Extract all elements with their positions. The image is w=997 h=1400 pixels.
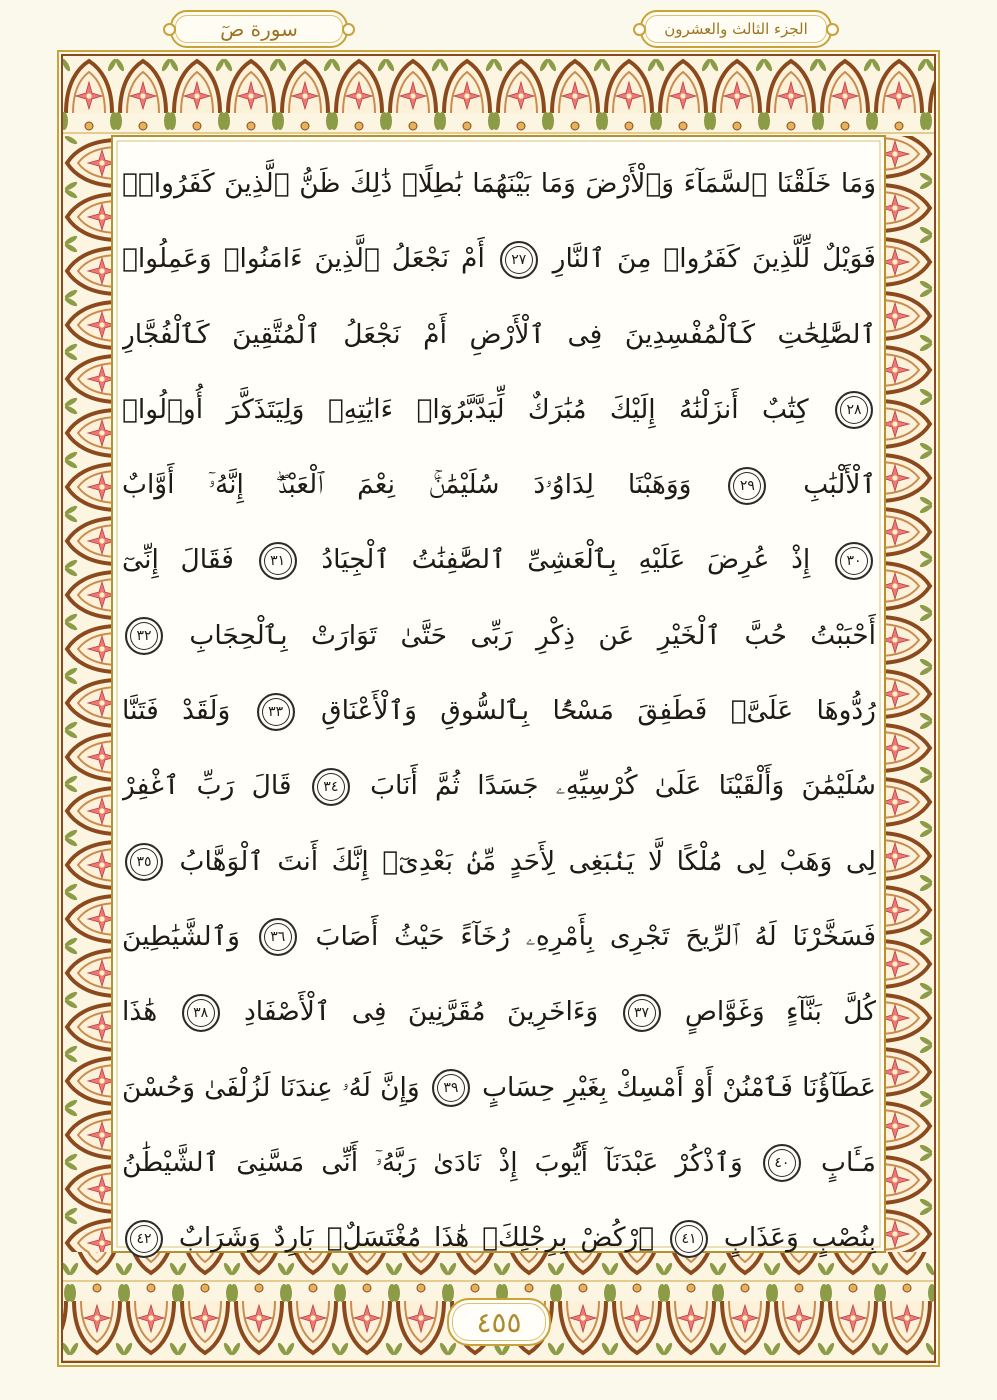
verse-text: قَالَ رَبِّ ٱغْفِرْ: [122, 770, 292, 802]
verse-number: ٣٣: [268, 703, 284, 720]
text-line: [122, 748, 876, 823]
verse-number-marker: [432, 1069, 470, 1107]
text-line: [122, 447, 876, 522]
verse-number-marker: [670, 1220, 708, 1258]
text-line: [122, 1050, 876, 1125]
verse-number-marker: [125, 843, 163, 881]
verse-number: ٢٩: [739, 477, 755, 494]
verse-number: ٢٧: [511, 251, 527, 268]
verse-number: ٣٢: [136, 628, 152, 645]
verse-number-marker: [763, 1144, 801, 1182]
text-line: [122, 673, 876, 748]
text-line: [122, 522, 876, 597]
frame-band-left: [62, 136, 112, 1252]
verse-text: مَـَٔابٍ: [821, 1146, 876, 1178]
verse-text: وَلَقَدْ فَتَنَّا: [122, 695, 231, 727]
verse-number: ٣٨: [193, 1004, 209, 1021]
verse-number: ٤٢: [136, 1230, 152, 1247]
verse-number-marker: [259, 918, 297, 956]
verse-number-marker: [125, 617, 163, 655]
verse-number: ٣٧: [634, 1004, 650, 1021]
surah-name-label: [170, 10, 348, 48]
verse-text: وَٱذْكُرْ عَبْدَنَآ أَيُّوبَ إِذْ نَادَىٰ رَبَّهُۥٓ أَنِّى مَسَّنِىَ ٱلشَّيْطَٰنُ: [122, 1146, 743, 1178]
verse-text: وَإِنَّ لَهُۥ عِندَنَا لَزُلْفَىٰ وَحُسْنَ: [122, 1071, 420, 1103]
verse-number: ٣٥: [136, 854, 152, 871]
surah-name-text: سورة صٓ: [220, 17, 298, 41]
text-line: [122, 899, 876, 974]
verse-text: أَمْ نَجْعَلُ ٱلَّذِينَ ءَامَنُوا۟ وَعَمِلُوا۟: [122, 243, 485, 275]
verse-text: كُلَّ بَنَّآءٍ وَغَوَّاصٍ: [684, 996, 876, 1028]
verse-text: سُلَيْمَٰنَ وَأَلْقَيْنَا عَلَىٰ كُرْسِيِّهِۦ جَسَدًا ثُمَّ أَنَابَ: [370, 770, 876, 802]
verse-number: ٣٩: [443, 1080, 459, 1097]
verse-number-marker: [623, 994, 661, 1032]
verse-number-marker: [835, 542, 873, 580]
juz-label: [640, 10, 832, 48]
verse-text: هَٰذَا: [122, 996, 158, 1028]
text-line: [122, 1200, 876, 1275]
verse-number: ٤١: [681, 1230, 697, 1247]
verse-text: كِتَٰبٌ أَنزَلْنَٰهُ إِلَيْكَ مُبَٰرَكٌ لِّيَدَّبَّرُوٓا۟ ءَايَٰتِهِۦ وَلِيَتَذَكَّرَ أُو۟لُوا۟: [122, 393, 809, 425]
verse-number: ٣٤: [323, 778, 339, 795]
verse-number-marker: [125, 1220, 163, 1258]
verse-text: فَقَالَ إِنِّىٓ: [122, 544, 234, 576]
verse-text: ٱلصَّٰلِحَٰتِ كَٱلْمُفْسِدِينَ فِى ٱلْأَرْضِ أَمْ نَجْعَلُ ٱلْمُتَّقِينَ كَٱلْفُجَّارِ: [122, 318, 876, 350]
text-line: [122, 598, 876, 673]
verse-text: وَوَهَبْنَا لِدَاوُۥدَ سُلَيْمَٰنَۚ نِعْمَ ٱلْعَبْدُۖ إِنَّهُۥٓ أَوَّابٌ: [122, 469, 692, 501]
mushaf-text-block: [122, 146, 876, 1275]
verse-number: ٣٠: [846, 552, 862, 569]
verse-text: إِذْ عُرِضَ عَلَيْهِ بِٱلْعَشِىِّ ٱلصَّٰفِنَٰتُ ٱلْجِيَادُ: [321, 544, 811, 576]
verse-number-marker: [182, 994, 220, 1032]
verse-text: بِنُصْبٍ وَعَذَابٍ: [723, 1222, 876, 1254]
verse-number: ٤٠: [774, 1155, 790, 1172]
verse-text: وَمَا خَلَقْنَا ٱلسَّمَآءَ وَٱلْأَرْضَ وَمَا بَيْنَهُمَا بَٰطِلًاۚ ذَٰلِكَ ظَنُّ ٱلَّذِينَ كَفَرُوا۟ۚ: [122, 168, 876, 199]
juz-label-text: الجزء الثالث والعشرون: [664, 20, 808, 38]
text-line: [122, 146, 876, 221]
text-line: [122, 297, 876, 372]
text-line: [122, 824, 876, 899]
text-line: [122, 221, 876, 296]
verse-number-marker: [257, 693, 295, 731]
verse-text: فَوَيْلٌ لِّلَّذِينَ كَفَرُوا۟ مِنَ ٱلنَّارِ: [552, 243, 876, 275]
verse-text: فَسَخَّرْنَا لَهُ ٱلرِّيحَ تَجْرِى بِأَمْرِهِۦ رُخَآءً حَيْثُ أَصَابَ: [315, 920, 876, 952]
verse-text: ٱرْكُضْ بِرِجْلِكَۖ هَٰذَا مُغْتَسَلٌۢ بَارِدٌ وَشَرَابٌ: [178, 1222, 655, 1254]
frame-band-top: [62, 55, 935, 136]
text-line: [122, 974, 876, 1049]
verse-number-marker: [728, 467, 766, 505]
page-number: [447, 1298, 551, 1346]
verse-text: أَحْبَبْتُ حُبَّ ٱلْخَيْرِ عَن ذِكْرِ رَبِّى حَتَّىٰ تَوَارَتْ بِٱلْحِجَابِ: [189, 619, 876, 651]
verse-text: ٱلْأَلْبَٰبِ: [803, 469, 876, 501]
verse-text: لِى وَهَبْ لِى مُلْكًا لَّا يَنۢبَغِى لِأَحَدٍ مِّنۢ بَعْدِىٓۖ إِنَّكَ أَنتَ ٱلْوَهَّابُ: [179, 845, 876, 877]
verse-number-marker: [259, 542, 297, 580]
verse-text: وَءَاخَرِينَ مُقَرَّنِينَ فِى ٱلْأَصْفَادِ: [243, 996, 599, 1028]
verse-number: ٢٨: [846, 402, 862, 419]
verse-text: عَطَآؤُنَا فَٱمْنُنْ أَوْ أَمْسِكْ بِغَيْرِ حِسَابٍ: [482, 1071, 876, 1103]
verse-text: رُدُّوهَا عَلَىَّۖ فَطَفِقَ مَسْحًۢا بِٱلسُّوقِ وَٱلْأَعْنَاقِ: [321, 695, 876, 727]
text-line: [122, 372, 876, 447]
verse-number-marker: [312, 768, 350, 806]
verse-number: ٣١: [270, 552, 286, 569]
verse-number-marker: [835, 391, 873, 429]
verse-number: ٣٦: [270, 929, 286, 946]
verse-text: وَٱلشَّيَٰطِينَ: [122, 920, 240, 952]
text-line: [122, 1125, 876, 1200]
page-number-text: ٤٥٥: [476, 1305, 522, 1339]
verse-number-marker: [500, 241, 538, 279]
frame-band-right: [885, 136, 935, 1252]
